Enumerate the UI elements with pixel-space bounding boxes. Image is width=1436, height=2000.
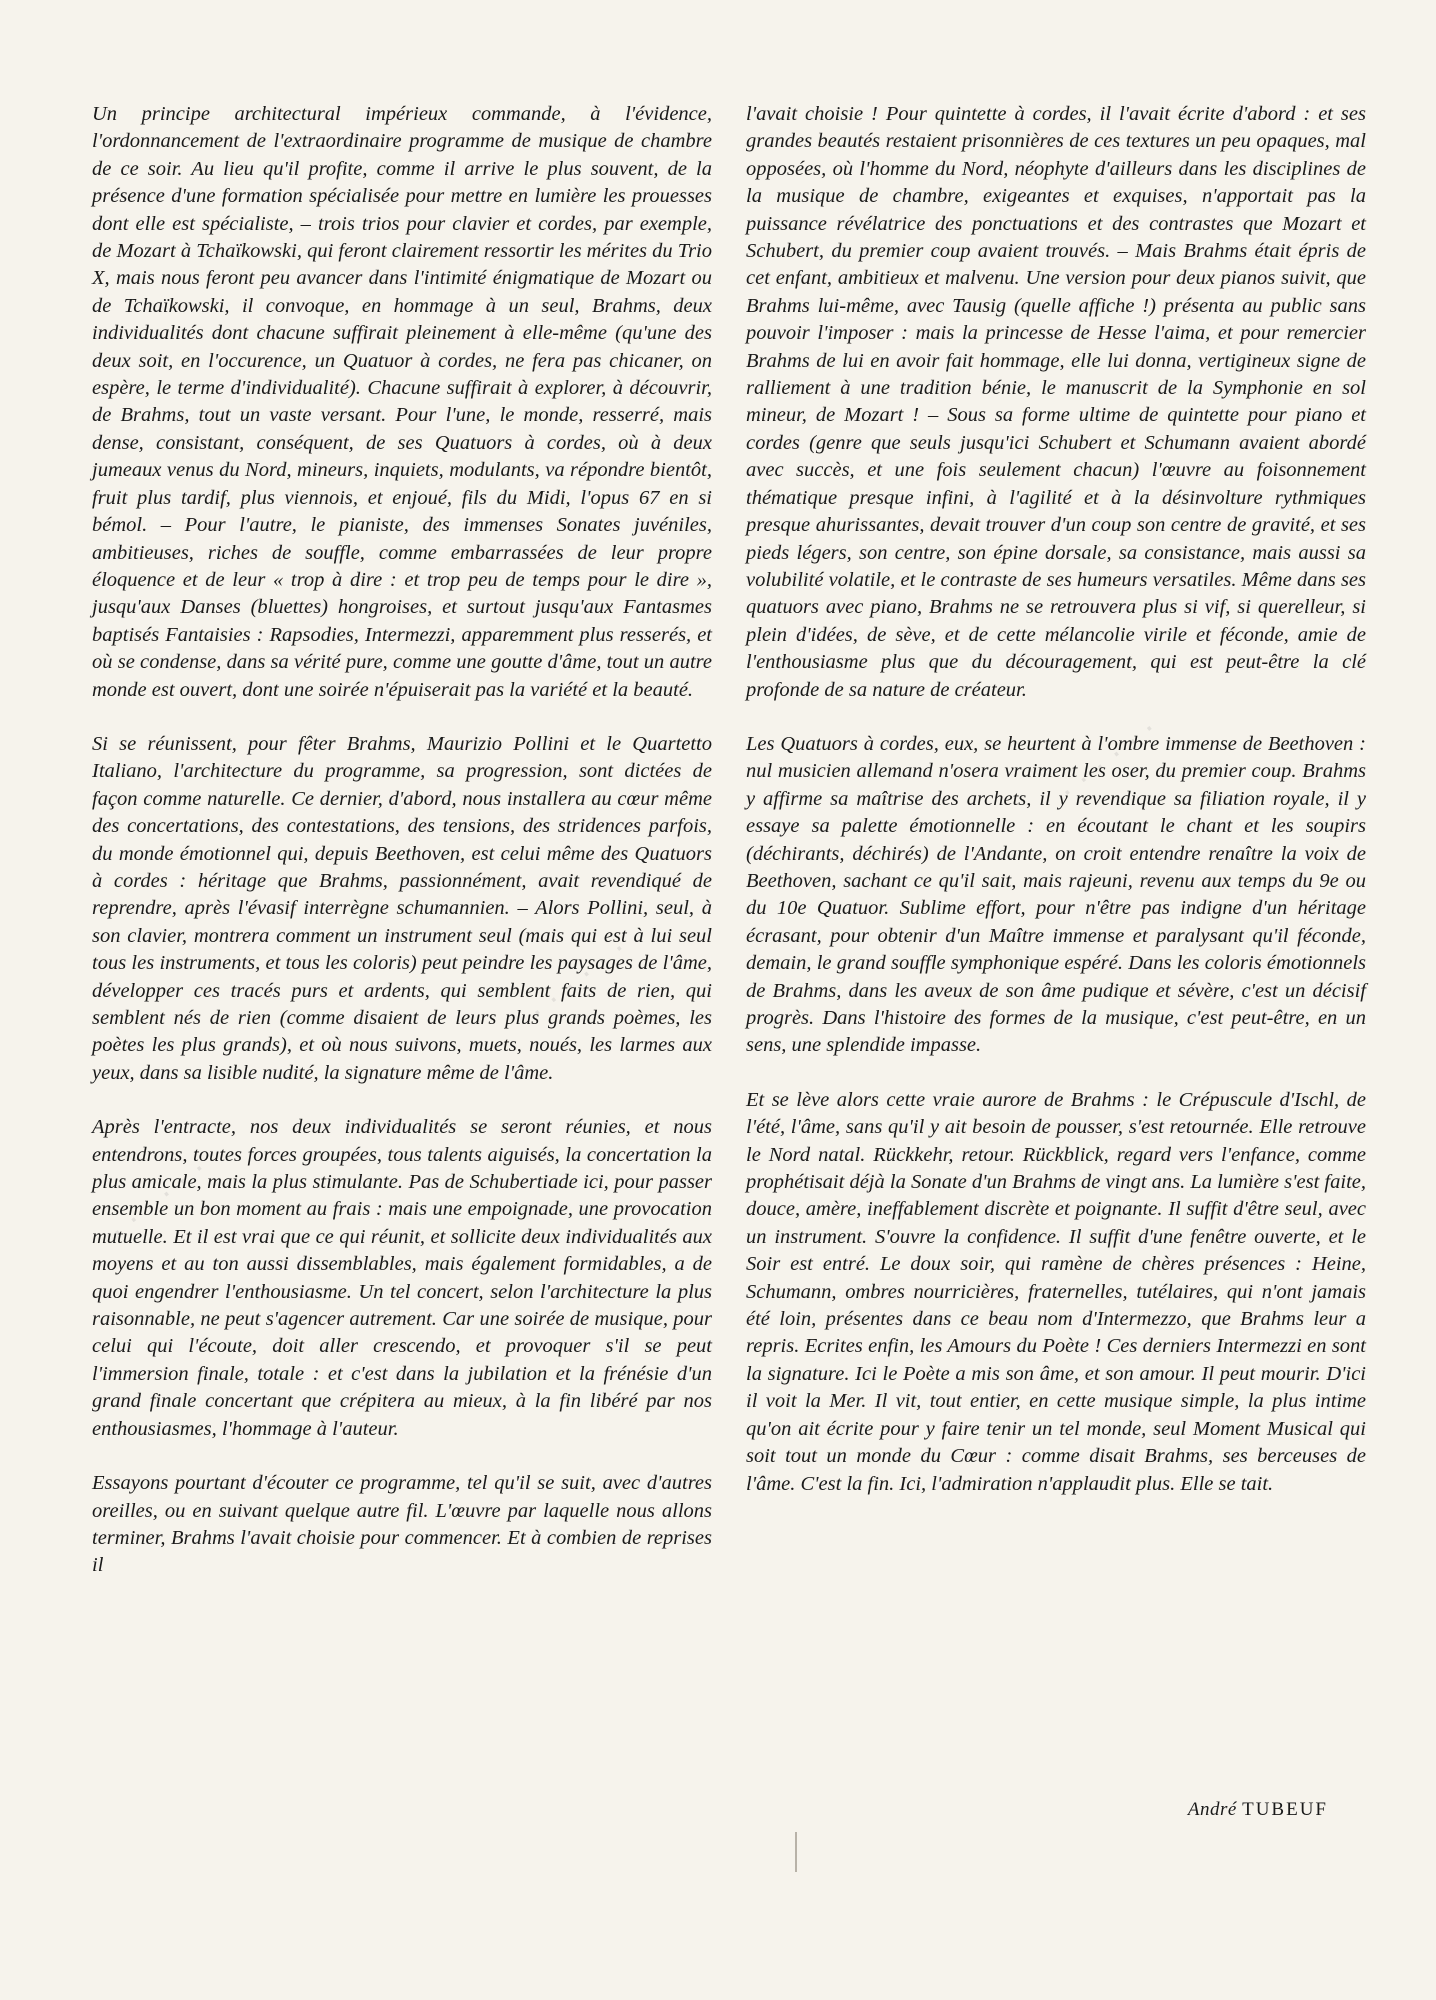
- right-column: [746, 101, 1366, 1525]
- author-first-name: André: [1187, 1799, 1237, 1820]
- watermark: · · · · · ·: [520, 928, 635, 1030]
- watermark: · · · · · ·: [1050, 708, 1165, 810]
- watermark: · · · · · ·: [100, 1148, 215, 1250]
- left-column: [92, 101, 712, 1607]
- paragraph: Les Quatuors à cordes, eux, se heurtent à l'ombre immense de Beethoven : nul musicien allemand n'osera vraiment les oser, du premier coup. Brahms y affirme sa maîtrise des archets, il y revendique sa filiation royale, il y essaye sa palette émotionnelle : en écoutant le chant et les soupirs (déchirants, déchirés) de l'Andante, on croit entendre renaître la voix de Beethoven, sachant ce qu'il sait, mais rajeuni, revenu aux temps du 9e ou du 10e Quatuor. Sublime effort, pour n'être pas indigne d'un héritage écrasant, pour obtenir d'un Maître immense et paralysant qu'il féconde, demain, le grand souffle symphonique espéré. Dans les coloris émotionnels de Brahms, dans les aveux de son âme pudique et sévère, c'est un décisif progrès. Dans l'histoire des formes de la musique, c'est peut-être, en un sens, une splendide impasse.: [746, 732, 1366, 1057]
- paragraph: Après l'entracte, nos deux individualités se seront réunies, et nous entendrons, toutes forces groupées, tous talents aiguisés, la concertation la plus amicale, mais la plus stimulante. Pas de Schubertiade ici, pour passer ensemble un bon moment au frais : mais une empoignade, une provocation mutuelle. Et il est vrai que ce qui réunit, et sollicite deux individualités aux moyens et au ton aussi dissemblables, mais également formidables, a de quoi engendrer l'enthousiasme. Un tel concert, selon l'architecture la plus raisonnable, ne peut s'agencer autrement. Car une soirée de musique, pour celui qui l'écoute, doit aller crescendo, et provoquer s'il se peut l'immersion finale, totale : et c'est dans la jubilation et la frénésie d'un grand finale concertant que crépitera au mieux, à la fin libéré par nos enthousiasmes, l'hommage à l'auteur.: [92, 1116, 712, 1440]
- paragraph: Un principe architectural impérieux commande, à l'évidence, l'ordonnancement de l'extraordinaire programme de musique de chambre de ce soir. Au lieu qu'il profite, comme il arrive le plus souvent, de la présence d'une formation spécialisée pour mettre en lumière les prouesses dont elle est spécialiste, – trois trios pour clavier et cordes, par exemple, de Mozart à Tchaïkowski, qui feront clairement ressortir les mérites du Trio X, mais nous feront peu avancer dans l'intimité énigmatique de Mozart ou de Tchaïkowski, il convoque, en hommage à un seul, Brahms, deux individualités dont chacune suffirait pleinement à elle-même (qu'une des deux soit, en l'occurence, un Quatuor à cordes, ne fera pas chicaner, on espère, le terme d'individualité). Chacune suffirait à explorer, à découvrir, de Brahms, tout un vaste versant. Pour l'une, le monde, resserré, mais dense, consistant, conséquent, de ses Quatuors à cordes, où à deux jumeaux venus du Nord, mineurs, inquiets, modulants, va répondre bientôt, fruit plus tardif, plus viennois, et enjoué, fils du Midi, l'opus 67 en si bémol. – Pour l'autre, le pianiste, des immenses Sonates juvéniles, ambitieuses, riches de souffle, comme embarrassées de leur propre éloquence et de leur « trop à dire : et trop peu de temps pour le dire », jusqu'aux Danses (bluettes) hongroises, et surtout jusqu'aux Fantasmes baptisés Fantaisies : Rapsodies, Intermezzi, apparemment plus resserés, et où se condense, dans sa vérité pure, comme une goutte d'âme, tout un autre monde est ouvert, dont une soirée n'épuiserait pas la variété et la beauté.: [92, 103, 712, 701]
- paragraph: Et se lève alors cette vraie aurore de Brahms : le Crépuscule d'Ischl, de l'été, l'âme, sans qu'il y ait besoin de pousser, s'est retournée. Elle retrouve le Nord natal. Rückkehr, retour. Rückblick, regard vers l'enfance, comme prophétisait déjà la Sonate d'un Brahms de vingt ans. La lumière s'est faite, douce, amère, ineffablement discrète et poignante. Il suffit d'être seul, avec un instrument. S'ouvre la confidence. Il suffit d'une fenêtre ouverte, et le Soir est entré. Le doux soir, qui ramène de chères présences : Heine, Schumann, ombres nourricières, fraternelles, tutélaires, qui n'ont jamais été loin, présentes dans ce beau nom d'Intermezzo, que Brahms leur a repris. Ecrites enfin, les Amours du Poète ! Ces derniers Intermezzi en sont la signature. Ici le Poète a mis son âme, et son amour. Il peut mourir. D'ici il voit la Mer. Il vit, tout entier, en cette musique simple, la plus intime qu'on ait écrite pour y faire tenir un tel monde, seul Moment Musical qui soit tout un monde du Cœur : comme disait Brahms, ses berceuses de l'âme. C'est la fin. Ici, l'admiration n'applaudit plus. Elle se tait.: [746, 1088, 1366, 1495]
- paragraph: Essayons pourtant d'écouter ce programme, tel qu'il se suit, avec d'autres oreilles, ou en suivant quelque autre fil. L'œuvre par laquelle nous allons terminer, Brahms l'avait choisie pour commencer. Et à combien de reprises il: [92, 1472, 712, 1577]
- author-last-name: TUBEUF: [1242, 1799, 1328, 1820]
- paragraph: Si se réunissent, pour fêter Brahms, Maurizio Pollini et le Quartetto Italiano, l'architecture du programme, sa progression, sont dictées de façon comme naturelle. Ce dernier, d'abord, nous installera au cœur même des concertations, des contestations, des tensions, des stridences parfois, du monde émotionnel qui, depuis Beethoven, est celui même des Quatuors à cordes : héritage que Brahms, passionnément, avait revendiqué de reprendre, après l'évasif interrègne schumannien. – Alors Pollini, seul, à son clavier, montrera comment un instrument seul (mais qui est à lui seul tous les instruments, et tous les coloris) peut peindre les paysages de l'âme, développer ces tracés purs et ardents, qui semblent faits de rien, qui semblent nés de rien (comme disaient de leurs plus grands poèmes, les poètes les plus grands), et où nous suivons, muets, noués, les larmes aux yeux, dans sa lisible nudité, la signature même de l'âme.: [92, 732, 712, 1084]
- print-mark: [795, 1832, 797, 1872]
- author-signature: [1188, 1799, 1328, 1821]
- paragraph: l'avait choisie ! Pour quintette à cordes, il l'avait écrite d'abord : et ses grandes beautés restaient prisonnières de ces textures un peu opaques, mal opposées, où l'homme du Nord, néophyte d'ailleurs dans les disciplines de la musique de chambre, exigeantes et exquises, n'apportait pas la puissance révélatrice des ponctuations et des contrastes que Mozart et Schubert, du premier coup avaient trouvés. – Mais Brahms était épris de cet enfant, ambitieux et malvenu. Une version pour deux pianos suivit, que Brahms lui-même, avec Tausig (quelle affiche !) présenta au public sans pouvoir l'imposer : mais la princesse de Hesse l'aima, et pour remercier Brahms de lui en avoir fait hommage, elle lui donna, vertigineux signe de ralliement à une tradition bénie, le manuscrit de la Symphonie en sol mineur, de Mozart ! – Sous sa forme ultime de quintette pour piano et cordes (genre que seuls jusqu'ici Schubert et Schumann avaient abordé avec succès, et une fois seulement chacun) l'œuvre au foisonnement thématique presque infini, à l'agilité et à la désinvolture rythmiques presque ahurissantes, devait trouver d'un coup son centre de gravité, et ses pieds légers, son centre, son épine dorsale, sa consistance, mais aussi sa volubilité volatile, et le contraste de ses humeurs versatiles. Même dans ses quatuors avec piano, Brahms ne se retrouvera plus si vif, si querelleur, si plein d'idées, de sève, et de cette mélancolie virile et féconde, amie de l'enthousiasme plus que du découragement, qui est peut-être la clé profonde de sa nature de créateur.: [746, 103, 1366, 701]
